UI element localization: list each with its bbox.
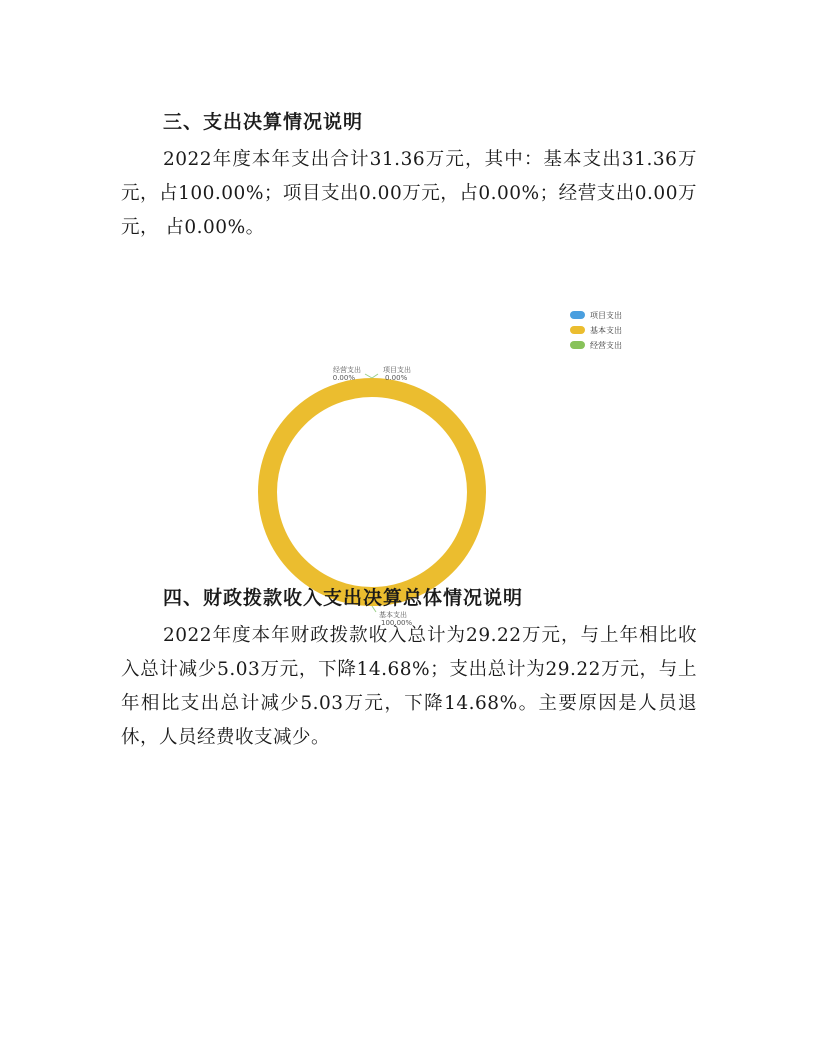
donut-ring <box>268 388 477 597</box>
callout-line <box>372 374 378 378</box>
callout-label: 项目支出 <box>383 366 411 374</box>
legend-label: 经营支出 <box>590 341 622 350</box>
section-4-paragraph: 2022年度本年财政拨款收入总计为29.22万元，与上年相比收入总计减少5.03万元，下降14.68%；支出总计为29.22万元，与上年相比支出总计减少5.03万元，下降14.68%。主要原因是人员退休，人员经费收支减少。 <box>121 625 697 748</box>
slice-2 <box>268 388 477 597</box>
legend-label: 基本支出 <box>590 326 622 335</box>
callout-label: 基本支出 <box>379 611 407 619</box>
legend-swatch <box>570 341 585 349</box>
section-4-heading: 四、财政拨款收入支出决算总体情况说明 <box>163 587 524 609</box>
legend-label: 项目支出 <box>590 311 622 320</box>
legend-swatch <box>570 311 585 319</box>
section-3-paragraph: 2022年度本年支出合计31.36万元，其中：基本支出31.36万元，占100.00%；项目支出0.00万元，占0.00%；经营支出0.00万元， 占0.00%。 <box>121 149 697 238</box>
callout-label: 经营支出 <box>333 366 361 374</box>
section-3-heading: 三、支出决算情况说明 <box>163 111 364 133</box>
chart-legend <box>570 310 622 350</box>
callout-percent: 0.00% <box>332 374 355 382</box>
callout-line <box>365 374 372 378</box>
legend-swatch <box>570 326 585 334</box>
callout-percent: 0.00% <box>385 374 408 382</box>
callout-percent: 100.00% <box>381 619 413 627</box>
